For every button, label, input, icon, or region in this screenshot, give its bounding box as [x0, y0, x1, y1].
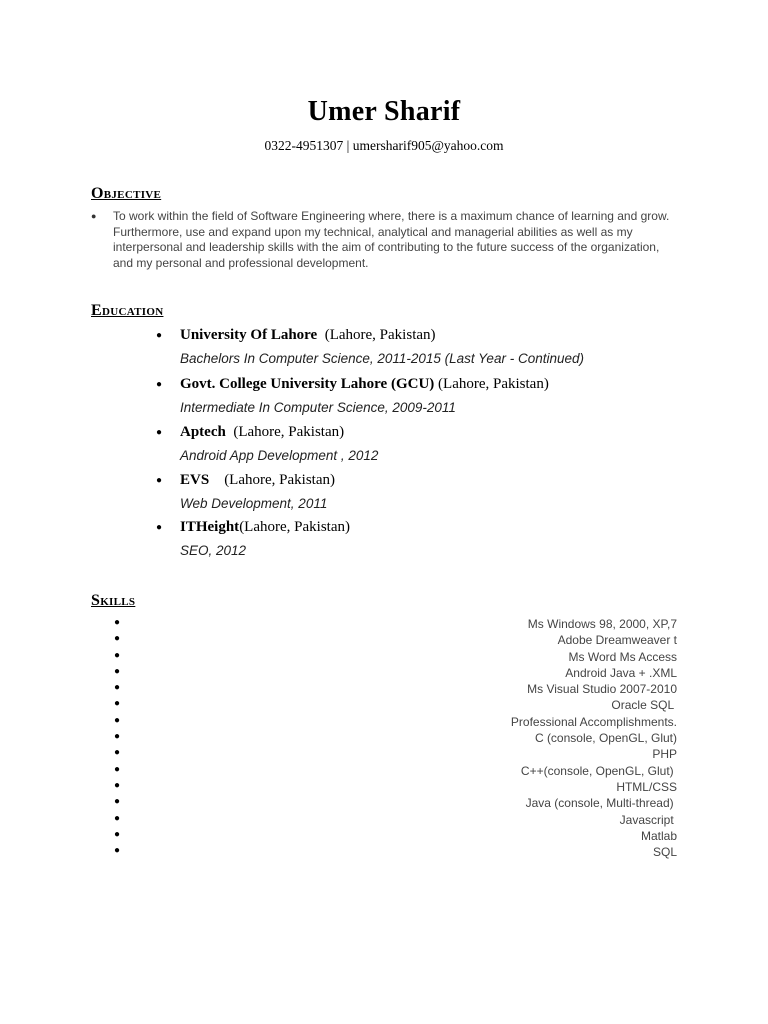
skill-bullet: ●: [114, 845, 121, 856]
institution-location: (Lahore, Pakistan): [434, 376, 549, 392]
education-institution-line: [180, 376, 549, 393]
education-bullet: ●: [156, 330, 163, 341]
skill-text: Ms Word Ms Access: [568, 650, 677, 664]
skill-bullet: ●: [114, 715, 121, 726]
institution-name: Govt. College University Lahore (GCU): [180, 376, 435, 392]
skill-text: Oracle SQL: [611, 698, 677, 712]
skill-text: Professional Accomplishments.: [510, 715, 677, 729]
skill-bullet: ●: [114, 813, 121, 824]
education-bullet: ●: [156, 475, 163, 486]
education-institution-line: [180, 327, 436, 344]
skill-item: [0, 747, 768, 763]
skill-bullet: ●: [114, 633, 121, 644]
skill-item: [0, 829, 768, 845]
objective-bullet: ●: [91, 211, 97, 221]
contact-info: 0322-4951307 | umersharif905@yahoo.com: [264, 138, 504, 153]
skill-bullet: ●: [114, 796, 121, 807]
education-bullet: ●: [156, 522, 163, 533]
education-detail: Android App Development , 2012: [180, 448, 379, 463]
skill-bullet: ●: [114, 698, 121, 709]
education-bullet: ●: [156, 427, 163, 438]
institution-location: (Lahore, Pakistan): [209, 472, 335, 488]
skill-item: [0, 666, 768, 682]
skills-heading: Skills: [91, 592, 136, 609]
skill-bullet: ●: [114, 764, 121, 775]
skill-text: Adobe Dreamweaver t: [557, 633, 677, 647]
institution-name: University Of Lahore: [180, 327, 318, 343]
skill-item: [0, 731, 768, 747]
skill-text: Java (console, Multi-thread): [525, 796, 677, 810]
skill-item: [0, 715, 768, 731]
education-detail: Intermediate In Computer Science, 2009-2011: [180, 400, 456, 415]
skill-item: [0, 650, 768, 666]
institution-location: (Lahore, Pakistan): [317, 327, 436, 343]
education-detail: Bachelors In Computer Science, 2011-2015 (Last Year - Continued): [180, 351, 584, 366]
skill-bullet: ●: [114, 617, 121, 628]
education-bullet: ●: [156, 379, 163, 390]
skill-item: [0, 813, 768, 829]
skill-bullet: ●: [114, 682, 121, 693]
institution-location: (Lahore, Pakistan): [239, 519, 350, 535]
skill-text: HTML/CSS: [616, 780, 677, 794]
institution-name: Aptech: [180, 424, 226, 440]
candidate-name: Umer Sharif: [307, 96, 461, 127]
education-institution-line: [180, 424, 344, 441]
objective-text: To work within the field of Software Engineering where, there is a maximum chance of learning and grow. Furthermore, use and expand upon my technical, analytical and managerial abilities as well as my interpersonal and leadership skills with the aim of contributing to the future success of the organization, and my personal and professional development.: [113, 209, 670, 270]
skill-text: C++(console, OpenGL, Glut): [520, 764, 677, 778]
skill-text: SQL: [652, 845, 677, 859]
skill-bullet: ●: [114, 747, 121, 758]
institution-location: (Lahore, Pakistan): [225, 424, 345, 440]
institution-name: ITHeight: [180, 519, 240, 535]
skill-text: Ms Visual Studio 2007-2010: [527, 682, 677, 696]
skill-item: [0, 845, 768, 861]
education-institution-line: [180, 472, 335, 489]
skill-text: PHP: [652, 747, 677, 761]
skill-text: Javascript: [619, 813, 677, 827]
skill-bullet: ●: [114, 650, 121, 661]
education-detail: Web Development, 2011: [180, 496, 328, 511]
skill-item: [0, 796, 768, 812]
institution-name: EVS: [180, 472, 210, 488]
skill-text: C (console, OpenGL, Glut): [534, 731, 677, 745]
skill-text: Android Java + .XML: [565, 666, 677, 680]
skill-item: [0, 617, 768, 633]
skill-text: Ms Windows 98, 2000, XP,7: [527, 617, 677, 631]
skill-item: [0, 764, 768, 780]
skill-item: [0, 698, 768, 714]
skill-item: [0, 682, 768, 698]
skill-bullet: ●: [114, 666, 121, 677]
skill-text: Matlab: [640, 829, 677, 843]
education-heading: Education: [91, 302, 164, 319]
education-detail: SEO, 2012: [180, 543, 247, 558]
skill-bullet: ●: [114, 780, 121, 791]
objective-heading: Objective: [91, 185, 162, 202]
education-institution-line: [180, 519, 350, 536]
skill-item: [0, 780, 768, 796]
skill-item: [0, 633, 768, 649]
skill-bullet: ●: [114, 731, 121, 742]
skill-bullet: ●: [114, 829, 121, 840]
